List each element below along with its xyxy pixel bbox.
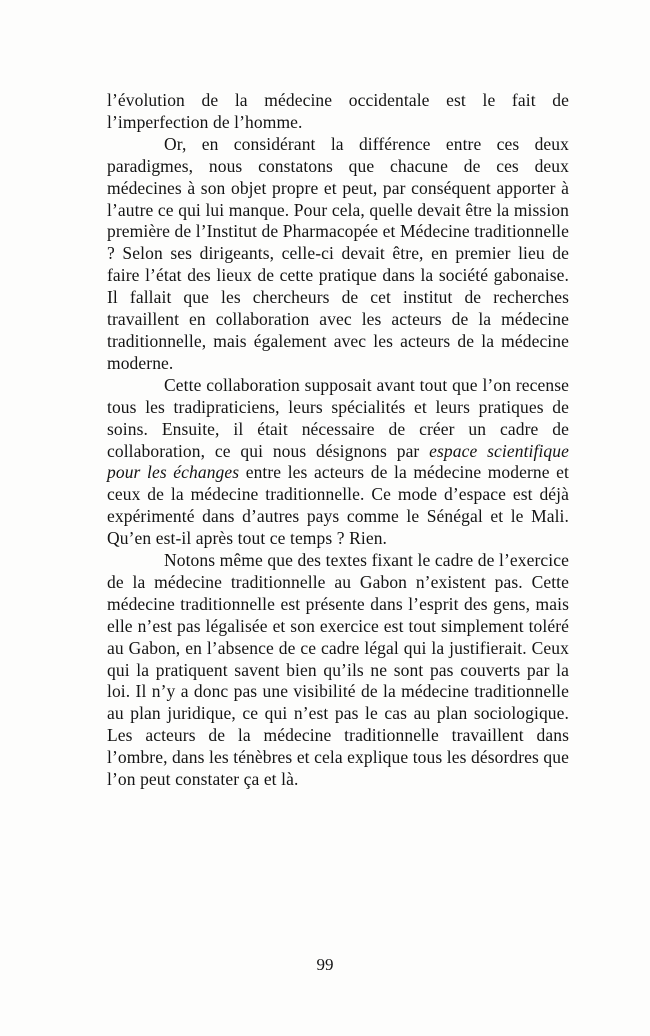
paragraph	[107, 375, 569, 550]
paragraph	[107, 134, 569, 375]
paragraph-text: Notons même que des textes fixant le cadre de l’exercice de la médecine traditionnelle au Gabon n’existent pas. Cette médecine traditionnelle est présente dans l’esprit des gens, mais elle n’est pas légalisée et son exercice est tout simplement toléré au Gabon, en l’absence de ce cadre légal qui la justifierait. Ceux qui la pratiquent savent bien qu’ils ne sont pas couverts par la loi. Il n’y a donc pas une visibilité de la médecine traditionnelle au plan juridique, ce qui n’est pas le cas au plan sociologique. Les acteurs de la médecine traditionnelle travaillent dans l’ombre, dans les ténèbres et cela explique tous les désordres que l’on peut constater ça et là.	[107, 550, 569, 790]
paragraph	[107, 90, 569, 134]
page-number: 99	[316, 955, 334, 974]
paragraph-text: l’évolution de la médecine occidentale est le fait de l’imperfection de l’homme.	[107, 90, 569, 132]
paragraph-text: Cette collaboration supposait avant tout que l’on recense tous les tradipraticiens, leurs spécialités et leurs pratiques de soins. Ensuite, il était nécessaire de créer un cadre de collaboration, ce qui nous désignons par	[107, 374, 569, 461]
text-block	[107, 90, 569, 791]
paragraph-text: Or, en considérant la différence entre ces deux paradigmes, nous constatons que chacune de ces deux médecines à son objet propre et peut, par conséquent apporter à l’autre ce qui lui manque. Pour cela, quelle devait être la mission première de l’Institut de Pharmacopée et Médecine traditionnelle ? Selon ses dirigeants, celle-ci devait être, en premier lieu de faire l’état des lieux de cette pratique dans la société gabonaise. Il fallait que les chercheurs de cet institut de recherches travaillent en collaboration avec les acteurs de la médecine traditionnelle, mais également avec les acteurs de la médecine moderne.	[107, 133, 569, 373]
paragraph	[107, 550, 569, 791]
paragraph-text: entre les acteurs de la médecine moderne et ceux de la médecine traditionnelle. Ce mode d’espace est déjà expérimenté dans d’autres pays comme le Sénégal et le Mali. Qu’en est-il après tout ce temps ? Rien.	[107, 462, 569, 549]
italic-phrase: espace scientifique pour les échanges	[107, 440, 569, 483]
